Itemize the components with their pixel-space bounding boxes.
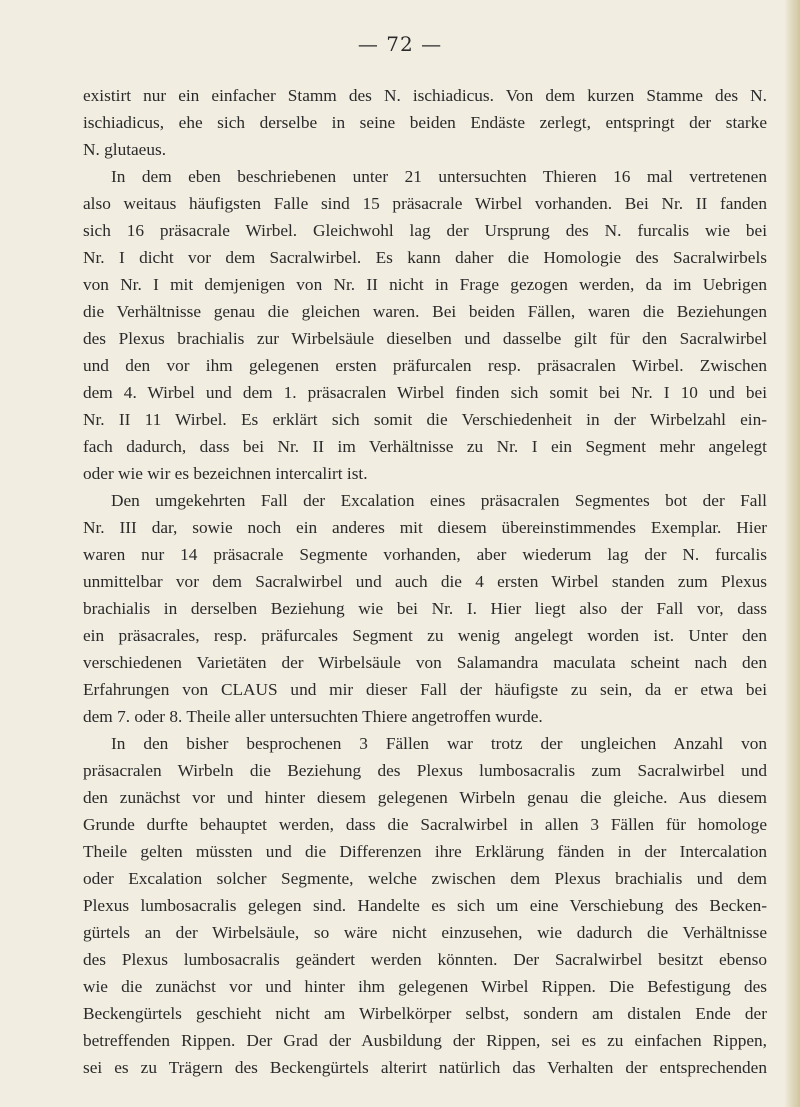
text-line: existirt nur ein einfacher Stamm des N. ischiadicus. Von dem kurzen Stamme des N. <box>83 86 767 105</box>
text-line: fach dadurch, dass bei Nr. II im Verhältnisse zu Nr. I ein Segment mehr angelegt <box>83 437 767 456</box>
text-line: den zunächst vor und hinter diesem gelegenen Wirbeln genau die gleiche. Aus diesem <box>83 788 767 807</box>
text-line: Beckengürtels geschieht nicht am Wirbelkörper selbst, sondern am distalen Ende der <box>83 1004 767 1023</box>
text-line: Plexus lumbosacralis gelegen sind. Handelte es sich um eine Verschiebung des Becken- <box>83 896 767 915</box>
page-number-header: — 72 — <box>357 32 443 56</box>
text-line: waren nur 14 präsacrale Segmente vorhanden, aber wiederum lag der N. furcalis <box>83 545 767 564</box>
text-line: Nr. I dicht vor dem Sacralwirbel. Es kann daher die Homologie des Sacralwirbels <box>83 248 767 267</box>
text-line: von Nr. I mit demjenigen von Nr. II nicht in Frage gezogen werden, da im Uebrigen <box>83 275 767 294</box>
text-line: sei es zu Trägern des Beckengürtels alterirt natürlich das Verhalten der entsprechenden <box>83 1058 767 1077</box>
text-line: wie die zunächst vor und hinter ihm gelegenen Wirbel Rippen. Die Befestigung des <box>83 977 767 996</box>
text-line: Theile gelten müssten und die Differenzen ihre Erklärung fänden in der Intercalation <box>83 842 767 861</box>
text-line: dem 7. oder 8. Theile aller untersuchten Thiere angetroffen wurde. <box>83 707 543 726</box>
text-line: N. glutaeus. <box>83 140 167 159</box>
text-line: Nr. II 11 Wirbel. Es erklärt sich somit die Verschiedenheit in der Wirbelzahl ein- <box>83 410 767 429</box>
text-line: Nr. III dar, sowie noch ein anderes mit diesem übereinstimmendes Exemplar. Hier <box>83 518 767 537</box>
text-line: also weitaus häufigsten Falle sind 15 präsacrale Wirbel vorhanden. Bei Nr. II fanden <box>83 194 767 213</box>
text-line: Den umgekehrten Fall der Excalation eines präsacralen Segmentes bot der Fall <box>111 491 767 510</box>
text-line: die Verhältnisse genau die gleichen waren. Bei beiden Fällen, waren die Beziehungen <box>83 302 767 321</box>
text-line: des Plexus brachialis zur Wirbelsäule dieselben und dasselbe gilt für den Sacralwirbel <box>83 329 767 348</box>
text-line: unmittelbar vor dem Sacralwirbel und auch die 4 ersten Wirbel standen zum Plexus <box>83 572 767 591</box>
text-line: und den vor ihm gelegenen ersten präfurcalen resp. präsacralen Wirbel. Zwischen <box>83 356 767 375</box>
text-line: In den bisher besprochenen 3 Fällen war trotz der ungleichen Anzahl von <box>111 734 767 753</box>
text-line: Erfahrungen von CLAUS und mir dieser Fall der häufigste zu sein, da er etwa bei <box>83 680 767 699</box>
text-line: gürtels an der Wirbelsäule, so wäre nicht einzusehen, wie dadurch die Verhältnisse <box>83 923 767 942</box>
text-line: oder Excalation solcher Segmente, welche zwischen dem Plexus brachialis und dem <box>83 869 767 888</box>
text-line: ischiadicus, ehe sich derselbe in seine beiden Endäste zerlegt, entspringt der starke <box>83 113 767 132</box>
text-line: dem 4. Wirbel und dem 1. präsacralen Wirbel finden sich somit bei Nr. I 10 und bei <box>83 383 767 402</box>
text-line: verschiedenen Varietäten der Wirbelsäule von Salamandra maculata scheint nach den <box>83 653 767 672</box>
text-line: oder wie wir es bezeichnen intercalirt ist. <box>83 464 368 483</box>
text-line: Grunde durfte behauptet werden, dass die Sacralwirbel in allen 3 Fällen für homologe <box>83 815 767 834</box>
text-line: präsacralen Wirbeln die Beziehung des Plexus lumbosacralis zum Sacralwirbel und <box>83 761 767 780</box>
text-line: ein präsacrales, resp. präfurcales Segment zu wenig angelegt worden ist. Unter den <box>83 626 767 645</box>
page-edge-shadow <box>784 0 800 1107</box>
text-line: In dem eben beschriebenen unter 21 untersuchten Thieren 16 mal vertretenen <box>111 167 767 186</box>
text-line: des Plexus lumbosacralis geändert werden könnten. Der Sacralwirbel besitzt ebenso <box>83 950 767 969</box>
text-line: sich 16 präsacrale Wirbel. Gleichwohl lag der Ursprung des N. furcalis wie bei <box>83 221 767 240</box>
body-text <box>83 82 767 1081</box>
text-line: brachialis in derselben Beziehung wie bei Nr. I. Hier liegt also der Fall vor, dass <box>83 599 767 618</box>
text-line: betreffenden Rippen. Der Grad der Ausbildung der Rippen, sei es zu einfachen Rippen, <box>83 1031 767 1050</box>
